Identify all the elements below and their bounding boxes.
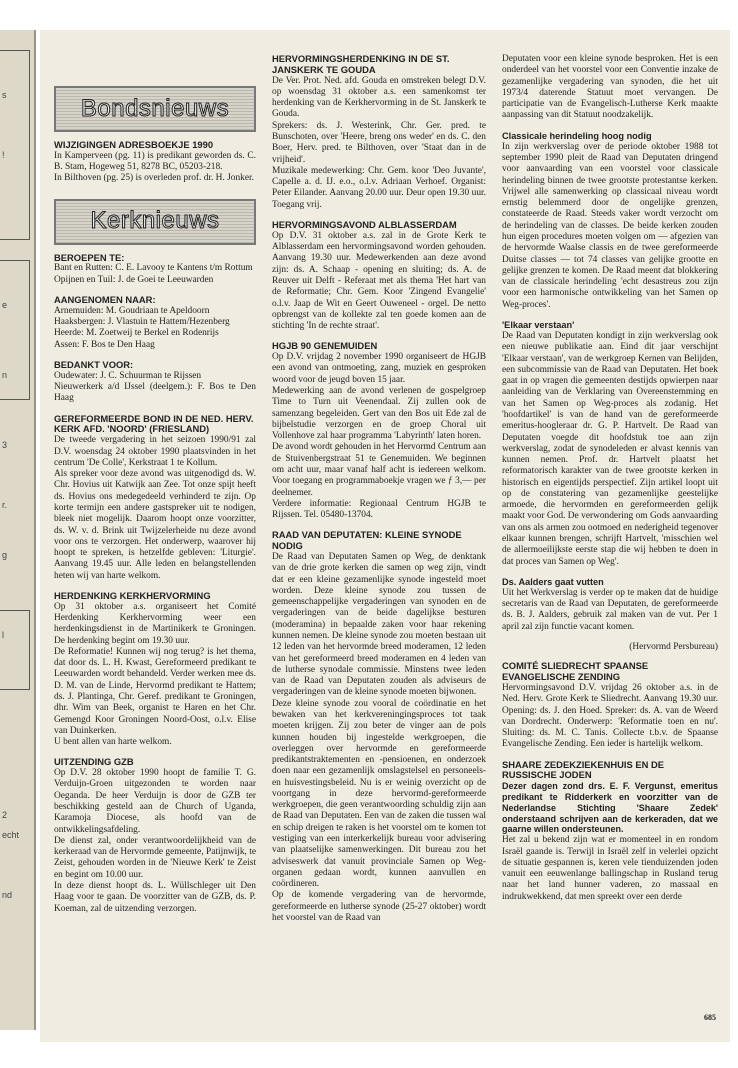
article-paragraph: Opijnen en Tuil: J. de Goei te Leeuwarden [54,274,214,285]
article-paragraph: Heerde: M. Zoetweij te Berkel en Rodenrijs [54,328,219,339]
article-paragraph: Bant en Rutten: C. E. Lavooy te Kantens t/m Rottum [54,263,253,274]
strip-fragment: g [2,550,8,560]
article [502,131,718,311]
page-number: 685 [704,1013,716,1022]
strip-fragment: e [2,300,8,310]
article-heading: BEDANKT VOOR: [54,358,134,370]
article-paragraph: Op D.V. 28 oktober 1990 hoopt de familie T. G. Verduijn-Groen uitgezonden te worden naar Oeganda. De heer Verduijn is door de GZB ter beschikking gesteld aan de Church of Uganda, Karamoja Diocese, als hoofd van de ontwikkelingsafdeling. [54,768,256,835]
right-column [502,54,718,912]
adjacent-page-strip [0,30,36,1030]
banner-title: Bondsnieuws [80,94,230,122]
article-heading: HERDENKING KERKHERVORMING [54,589,211,601]
article-heading: RAAD VAN DEPUTATEN: KLEINE SYNODE NODIG [272,529,462,552]
article [54,360,256,405]
middle-column [272,54,486,933]
article [502,320,718,568]
strip-fragment: r. [2,500,8,510]
article [272,341,486,521]
banner-bondsnieuws [54,86,256,132]
article-paragraph: Op de komende vergadering van de hervormde, gereformeerde en lutherse synode (25-27 oktober) wordt het voorstel van de Raad van [272,890,486,923]
strip-frame [0,50,30,240]
article-paragraph: Als spreker voor deze avond was uitgenodigd ds. W. Chr. Hovius uit Katwijk aan Zee. Tot onze spijt heeft ds. Hovius ons medegedeeld verhinderd te zijn. Op korte termijn een andere gastspreker uit te nodigen, bleek niet mogelijk. Daarom hoopt onze voorzitter, ds. W. v. d. Brink uit Twijzelerheide nu deze avond voor ons te verzorgen. Het onderwerp, waarover hij hoopt te spreken, is hetzelfde gebleven: 'Liturgie'. Aanvang 19.45 uur. Alle leden en belangstellenden heten wij van harte welkom. [54,469,256,581]
article-paragraph: Hervormingsavond D.V. vrijdag 26 oktober a.s. in de Ned. Herv. Grote Kerk te Sliedrecht. Aanvang 19.30 uur. Opening: ds. J. den Hoed. Spreker: ds. A. van de Weerd van Dordrecht. Onderwerp: 'Reformatie toen en nu'. Sluiting: ds. M. C. Tanis. Collecte t.b.v. de Spaanse Evangelische Zending. Een ieder is hartelijk welkom. [502,682,718,750]
article-paragraph: Assen: F. Bos te Den Haag [54,339,155,350]
article-paragraph: U bent allen van harte welkom. [54,737,172,748]
article-paragraph: De Ver. Prot. Ned. afd. Gouda en omstreken belegt D.V. op woensdag 31 oktober a.s. een samenkomst ter herdenking van de Kerkhervorming in de St. Janskerk te Gouda. [272,75,486,120]
article-paragraph: Uit het Werkverslag is verder op te maken dat de huidige secretaris van de Raad van Deputaten, de gereformeerde ds. B. J. Aalders, gebruik zal maken van de vut. Per 1 april zal zijn functie vacant komen. [502,587,718,632]
article-heading: 'Elkaar verstaan' [502,319,575,330]
article [54,591,256,748]
article [272,530,486,924]
article-paragraph: In Kamperveen (pg. 11) is predikant geworden ds. C. B. Stam, Hogeweg 51, 8278 BC, 05203-218. [54,150,256,173]
article-paragraph: De dienst zal, onder verantwoordelijkheid van de kerkeraad van de Hervormde gemeente, Patijnwijk, te Zeist, gehouden worden in de 'Nieuwe Kerk' te Zeist en begint om 10.00 uur. [54,835,257,880]
article-heading: GEREFORMEERDE BOND IN DE NED. HERV. KERK AFD. 'NOORD' (FRIESLAND) [54,412,254,435]
article-paragraph: Het zal u bekend zijn wat er momenteel in en rondom Israël gaande is. Terwijl in Israël zelf in velerlei opzicht de situatie gespannen is, keren vele tienduizenden joden vanuit een eeuwenlange ballingschap in Rusland terug naar het land hunner vaderen, zo massaal en indrukwekkend, dat men spreekt over een derde [502,835,718,902]
magazine-page [40,30,730,1042]
article-paragraph: Oudewater: J. C. Schuurman te Rijssen [54,370,202,381]
article-heading: BEROEPEN TE: [54,251,125,263]
strip-fragment: 2 [2,810,8,820]
article-paragraph: Op D.V. vrijdag 2 november 1990 organiseert de HGJB een avond van ontmoeting, zang, muziek en gesproken woord voor de jeugd boven 15 jaar. [272,352,486,385]
article-heading: HERVORMINGSHERDENKING IN DE ST. JANSKERK TE GOUDA [272,53,450,75]
article-paragraph: Medewerking aan de avond verlenen de gospelgroep Time to Turn uit Veenendaal. Zij zullen ook de samenzang begeleiden. Gert van den Bos uit Ede zal de bijbelstudie verzorgen en de groep Choral uit Vollenhove zal haar programma 'Labyrinth' laten horen. [272,386,486,442]
article [502,577,718,633]
article-paragraph: Verdere informatie: Regionaal Centrum HGJB te Rijssen. Tel. 05480-13704. [272,498,486,521]
strip-fragment: n [2,370,8,380]
article-paragraph: In zijn werkverslag over de periode oktober 1988 tot september 1990 pleit de Raad van Deputaten dringend voor aanvaarding van een voorstel voor classicale herindeling binnen de twee grootste protestantse kerken. Vrijwel alle samenwerking op classicaal niveau wordt ernstig belemmerd door de ongelijke grenzen, constateerde de Raad. Steeds vaker wordt verzocht om de herindeling van de classes. De beide kerken zouden hun eigen procedures moeten volgen om — afgezien van de hervormde Waalse classis en de twee gereformeerde Duitse classes — tot 74 classes van gelijke grootte en gelijke grenzen te komen. De Raad meent dat blokkering van de classicale herindeling 'echt desastreus zou zijn voor een harmonische ontwikkeling van het Samen op Weg-proces'. [502,141,718,310]
article-paragraph: De Raad van Deputaten kondigt in zijn werkverslag ook een nieuwe publikatie aan. Eind dit jaar verschijnt 'Elkaar verstaan', van de werkgroep Kernen van Belijden, een subcommissie van de Raad van Deputaten. Het boek gaat in op vragen die gemeenten destijds opwierpen naar aanleiding van de Verklaring van Overeenstemming en van het Samen op Weg-proces als zodanig. Het 'hoofdartikel' is van de hand van de gereformeerde emeritus-hoogleraar dr. G. P. Hartvelt. De Raad van Deputaten voegde dit hoofdstuk toe aan zijn werkverslag, zodat de synodeleden er alvast kennis van kunnen nemen. Prof. dr. Hartvelt plaatst het reformatorisch karakter van de twee grootste kerken in historisch en eigentijds perspectief. Zijn artikel loopt uit op de constatering van gezamenlijke geestelijke armoede, die hervormden en gereformeerden gelijk maakt voor God. De verwondering om Gods aanvaarding van ons als armen zou ootmoed en nederigheid tegenover elkaar kunnen brengen, schrijft Hartvelt, 'misschien wel de allermoeilijkste eerste stap die wij hebben te doen in dat proces van Samen op Weg'. [502,330,718,567]
article [502,760,718,903]
article-paragraph: Sprekers: ds. J. Westerink, Chr. Ger. pred. te Bunschoten, over 'Heere, breng ons weder' en ds. C. den Boer, Herv. pred. te Bilthoven, over 'Staat dan in de vrijheid'. [272,120,486,165]
article-heading: HGJB 90 GENEMUIDEN [272,340,378,352]
strip-fragment: echt [2,830,20,840]
article-heading: WIJZIGINGEN ADRESBOEKJE 1990 [54,139,214,150]
article-paragraph: Nieuwerkerk a/d IJssel (deelgem.): F. Bos te Den Haag [54,382,256,404]
strip-fragment: ! [2,150,5,160]
strip-fragment: nd [2,890,13,900]
article-paragraph: In deze dienst hoopt ds. L. Wüllschleger uit Den Haag voor te gaan. De voorzitter van de GZB, ds. P. Koeman, zal de uitzending verzorgen. [54,881,256,914]
strip-frame [0,610,30,690]
article [54,414,256,582]
article [54,295,256,351]
article-heading: Ds. Aalders gaat vutten [502,576,604,587]
article-paragraph: De tweede vergadering in het seizoen 1990/91 zal D.V. woensdag 24 oktober 1990 plaatsvinden in het centrum 'De Colle', Kerkstraat 1 te Kollum. [54,435,256,468]
article [54,757,256,914]
strip-fragment: 3 [2,440,8,450]
article-heading: HERVORMINGSAVOND ALBLASSERDAM [272,219,457,230]
strip-fragment: s [2,90,7,100]
article-paragraph: Haaksbergen: J. Vlastuin te Hattem/Hezenberg [54,317,230,328]
article [54,140,256,185]
banner-title: Kerknieuws [90,207,220,235]
article-paragraph: In Bilthoven (pg. 25) is overleden prof. dr. H. Jonker. [54,173,254,184]
article [502,661,718,750]
left-column [54,86,256,924]
article-paragraph: De avond wordt gehouden in het Hervormd Centrum aan de Stuivenbergstraat 51 te Genemuiden. We beginnen om acht uur, maar vanaf half acht is iedereen welkom. Voor toegang en programmaboekje vragen we ƒ 3,— per deelnemer. [272,442,487,498]
article-heading: AANGENOMEN NAAR: [54,294,156,306]
article-lead: Dezer dagen zond drs. E. F. Vergunst, emeritus predikant te Ridderkerk en voorzitter van de Nederlandse Stichting 'Shaare Zedek' onderstaand schrijven aan de kerkeraden, dat we gaarne willen ondersteunen. [502,781,718,835]
article-heading: SHAARE ZEDEKZIEKENHUIS EN DE RUSSISCHE JODEN [502,758,664,781]
article-paragraph: Deputaten voor een kleine synode besproken. Het is een onderdeel van het voorstel voor een Conventie inzake de gezamenlijke vergadering van synoden, die het uit 1973/4 daterende Statuut moet vervangen. De participatie van de Evangelisch-Lutherse Kerk maakte aanpassing van dit Statuut noodzakelijk. [502,54,718,121]
article-heading: COMITÉ SLIEDRECHT SPAANSE EVANGELISCHE ZENDING [502,660,649,683]
article-heading: Classicale herindeling hoog nodig [502,130,652,141]
article-heading: UITZENDING GZB [54,756,134,768]
article-paragraph: Op 31 oktober a.s. organiseert het Comité Herdenking Kerkhervorming weer een herdenkingsdienst in de Martinikerk te Groningen. De herdenking begint om 19.30 uur. [54,601,256,646]
article-paragraph: Deze kleine synode zou vooral de coördinatie en het bewaken van het kerkvereningingsproces tot taak moeten krijgen. Zij zou beter de vinger aan de pols kunnen houden bij ingestelde werkgroepen, die overleggen over hervormde en gereformeerde predikantstraktementen en -pensioenen, en onderzoek doen naar een gezamenlijk omslagstelsel en personeels- en huisvestingsbeleid. Nu is er weinig overzicht op de voortgang in deze hervormd-gereformeerde werkgroepen, die geen verantwoording schuldig zijn aan de Raad van Deputaten. Een van de zaken die tussen wal en schip dreigen te raken is het voorstel om te komen tot vestiging van een interkerkelijk bureau voor advisering van plaatselijke samenwerkingen. Dit bureau zou het adviseswerk dat vanuit provinciale Samen op Weg-organen gedaan wordt, kunnen aanvullen en coördineren. [272,698,486,890]
banner-kerknieuws [54,199,256,245]
article-paragraph: De Raad van Deputaten Samen op Weg, de denktank van de drie grote kerken die samen op weg zijn, vindt dat er een kleine gezamenlijke synode ingesteld moet worden. Deze kleine synode zou tussen de gemeenschappelijke vergaderingen van synoden en de vergaderingen van de beide dagelijkse besturen (moderamina) in bepaalde zaken voor haar rekening kunnen nemen. De kleine synode zou moeten bestaan uit 12 leden van het hervormde breed moderamen, 12 leden van het gereformeerd breed moderamen en 4 leden van de lutherse synodale commissie. Minstens twee leden van de Raad van Deputaten zouden als adviseurs de vergaderingen van de kleine synode moeten bijwonen. [272,552,486,698]
article [272,54,486,211]
article-paragraph: Muzikale medewerking: Chr. Gem. koor 'Deo Juvante', Capelle a. d. IJ. e.o., o.l.v. Adriaan Verhoef. Organist: Peter Eilander. Aanvang 20.00 uur. Deur open 19.30 uur. Toegang vrij. [272,165,486,210]
signature: (Hervormd Persbureau) [629,642,718,653]
article-paragraph: De Reformatie! Kunnen wij nog terug? is het thema, dat door ds. L. H. Kwast, Gereformeerd predikant te Leeuwarden wordt behandeld. Verder werken mee ds. D. M. van de Linde, Hervormd predikant te Hattem; ds. J. Plantinga, Chr. Geref. predikant te Groningen, dhr. Wim van Beek, organist te Haren en het Chr. Gemengd Koor Groningen Noord-Oost, o.l.v. Elise van Duinkerken. [54,646,256,736]
strip-fragment: l [2,630,4,640]
strip-frame [0,260,30,400]
article [272,220,486,332]
article-paragraph: Arnemuiden: M. Goudriaan te Apeldoorn [54,305,210,316]
article-paragraph: Op D.V. 31 oktober a.s. zal in de Grote Kerk te Alblasserdam een hervormingsavond worden gehouden. Aanvang 19.30 uur. Medewerkenden aan deze avond zijn: ds. A. Schaap - opening en sluiting; ds. A. de Reuver uit Delft - Referaat met als thema 'Het hart van de Reformatie; Chr. Gem. Koor 'Zingend Evangelie' o.l.v. Jaap de Wit en Geert Ouweneel - orgel. De netto opbrengst van de kollekte zal ten goede komen aan de stichting 'In de rechte straat'. [272,230,486,332]
article [54,253,256,286]
